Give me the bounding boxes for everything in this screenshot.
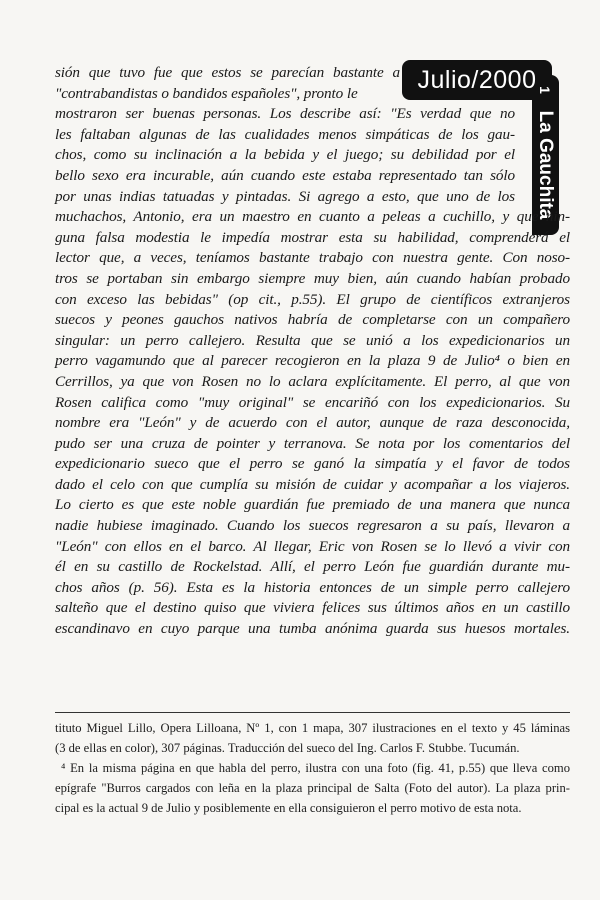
page-marker: 1 bbox=[537, 86, 553, 94]
body-line: Rosen califica como "muy original" se encariñó con los expedicionarios. Su bbox=[55, 393, 570, 411]
body-line: nadie hubiese imaginado. Cuando los suecos regresaron a su país, llevaron a bbox=[55, 517, 570, 535]
body-line: suecos y peones gauchos nativos habría de completarse con un compañero bbox=[55, 311, 570, 329]
body-line: "contrabandistas o bandidos españoles", pronto le bbox=[55, 84, 358, 102]
body-line: sión que tuvo fue que estos se parecían bastante a bbox=[55, 64, 400, 81]
body-line: muchachos, Antonio, era un maestro en cuanto a peleas a cuchillo, y que nin- bbox=[55, 208, 570, 226]
body-line: pudo ser una cruza de pointer y terranova. Se nota por los comentarios del bbox=[55, 434, 570, 452]
body-line: escandinavo en cuyo parque una tumba anónima guarda sus huesos mortales. bbox=[55, 620, 570, 638]
footnotes bbox=[55, 718, 570, 818]
body-line: chos, como su inclinación a la bebida y el juego; su debilidad por el bbox=[55, 146, 515, 164]
body-line: nombre era "León" y de acuerdo con el autor, aunque de raza desconocida, bbox=[55, 414, 570, 432]
body-line: guna falsa modestia le impedía mostrar esta su habilidad, comprenderá el bbox=[55, 228, 570, 246]
body-line: mostraron ser buenas personas. Los describe así: "Es verdad que no bbox=[55, 105, 515, 123]
body-line: perro vagamundo que al parecer recogieron en la plaza 9 de Julio⁴ o bien en bbox=[55, 352, 570, 370]
issue-date-header: Julio/2000 bbox=[402, 60, 552, 100]
body-line: lector que, a veces, teníamos bastante trabajo con nuestra gente. Con noso- bbox=[55, 249, 570, 267]
body-line: chos años (p. 56). Esta es la historia entonces de un simple perro callejero bbox=[55, 578, 570, 596]
body-line: tros se portaban sin embargo siempre muy bien, aún cuando habían probado bbox=[55, 269, 570, 287]
body-line: Lo cierto es que este noble guardián fue premiado de una manera que nunca bbox=[55, 496, 570, 514]
body-line: por unas indias tatuadas y pintadas. Si agrego a esto, que uno de los bbox=[55, 187, 515, 205]
body-line: les faltaban algunas de las cualidades menos simpáticas de los gau- bbox=[55, 125, 515, 143]
body-line: con exceso las bebidas" (op cit., p.55). El grupo de científicos extranjeros bbox=[55, 290, 570, 308]
article-body bbox=[55, 63, 575, 640]
body-line: singular: un perro callejero. Resulta que se unió a los expedicionarios un bbox=[55, 331, 570, 349]
footnote-divider bbox=[55, 712, 570, 713]
body-line: él en su castillo de Rockelstad. Allí, el perro León fue guardián durante mu- bbox=[55, 558, 570, 576]
section-title: La Gauchita bbox=[535, 110, 556, 220]
body-line: salteño que el destino quiso que viviera felices sus últimos años en un castillo bbox=[55, 599, 570, 617]
body-line: bello sexo era incurable, aún cuando este estaba representado tan sólo bbox=[55, 166, 515, 184]
footnote-line: cipal es la actual 9 de Julio y posiblemente en ella consiguieron el perro motivo de esta nota. bbox=[55, 801, 522, 815]
footnote-line: epígrafe "Burros cargados con leña en la plaza principal de Salta (Foto del autor). La plaza prin- bbox=[55, 781, 570, 795]
body-line: Cerrillos, ya que von Rosen no lo aclara explícitamente. El perro, al que von bbox=[55, 372, 570, 390]
body-line: "León" con ellos en el barco. Al llegar, Eric von Rosen se lo llevó a vivir con bbox=[55, 537, 570, 555]
footnote-line: tituto Miguel Lillo, Opera Lilloana, Nº 1, con 1 mapa, 307 ilustraciones en el texto y 45 láminas bbox=[55, 721, 570, 735]
body-line: expedicionario sueco que el perro se ganó la simpatía y el favor de todos bbox=[55, 455, 570, 473]
footnote-line: (3 de ellas en color), 307 páginas. Traducción del sueco del Ing. Carlos F. Stubbe. Tucumán. bbox=[55, 741, 520, 755]
footnote-line: ⁴ En la misma página en que habla del perro, ilustra con una foto (fig. 41, p.55) que lleva como bbox=[61, 761, 570, 775]
body-line: dado el celo con que cumplía su misión de cuidar y acompañar a los viajeros. bbox=[55, 475, 570, 493]
